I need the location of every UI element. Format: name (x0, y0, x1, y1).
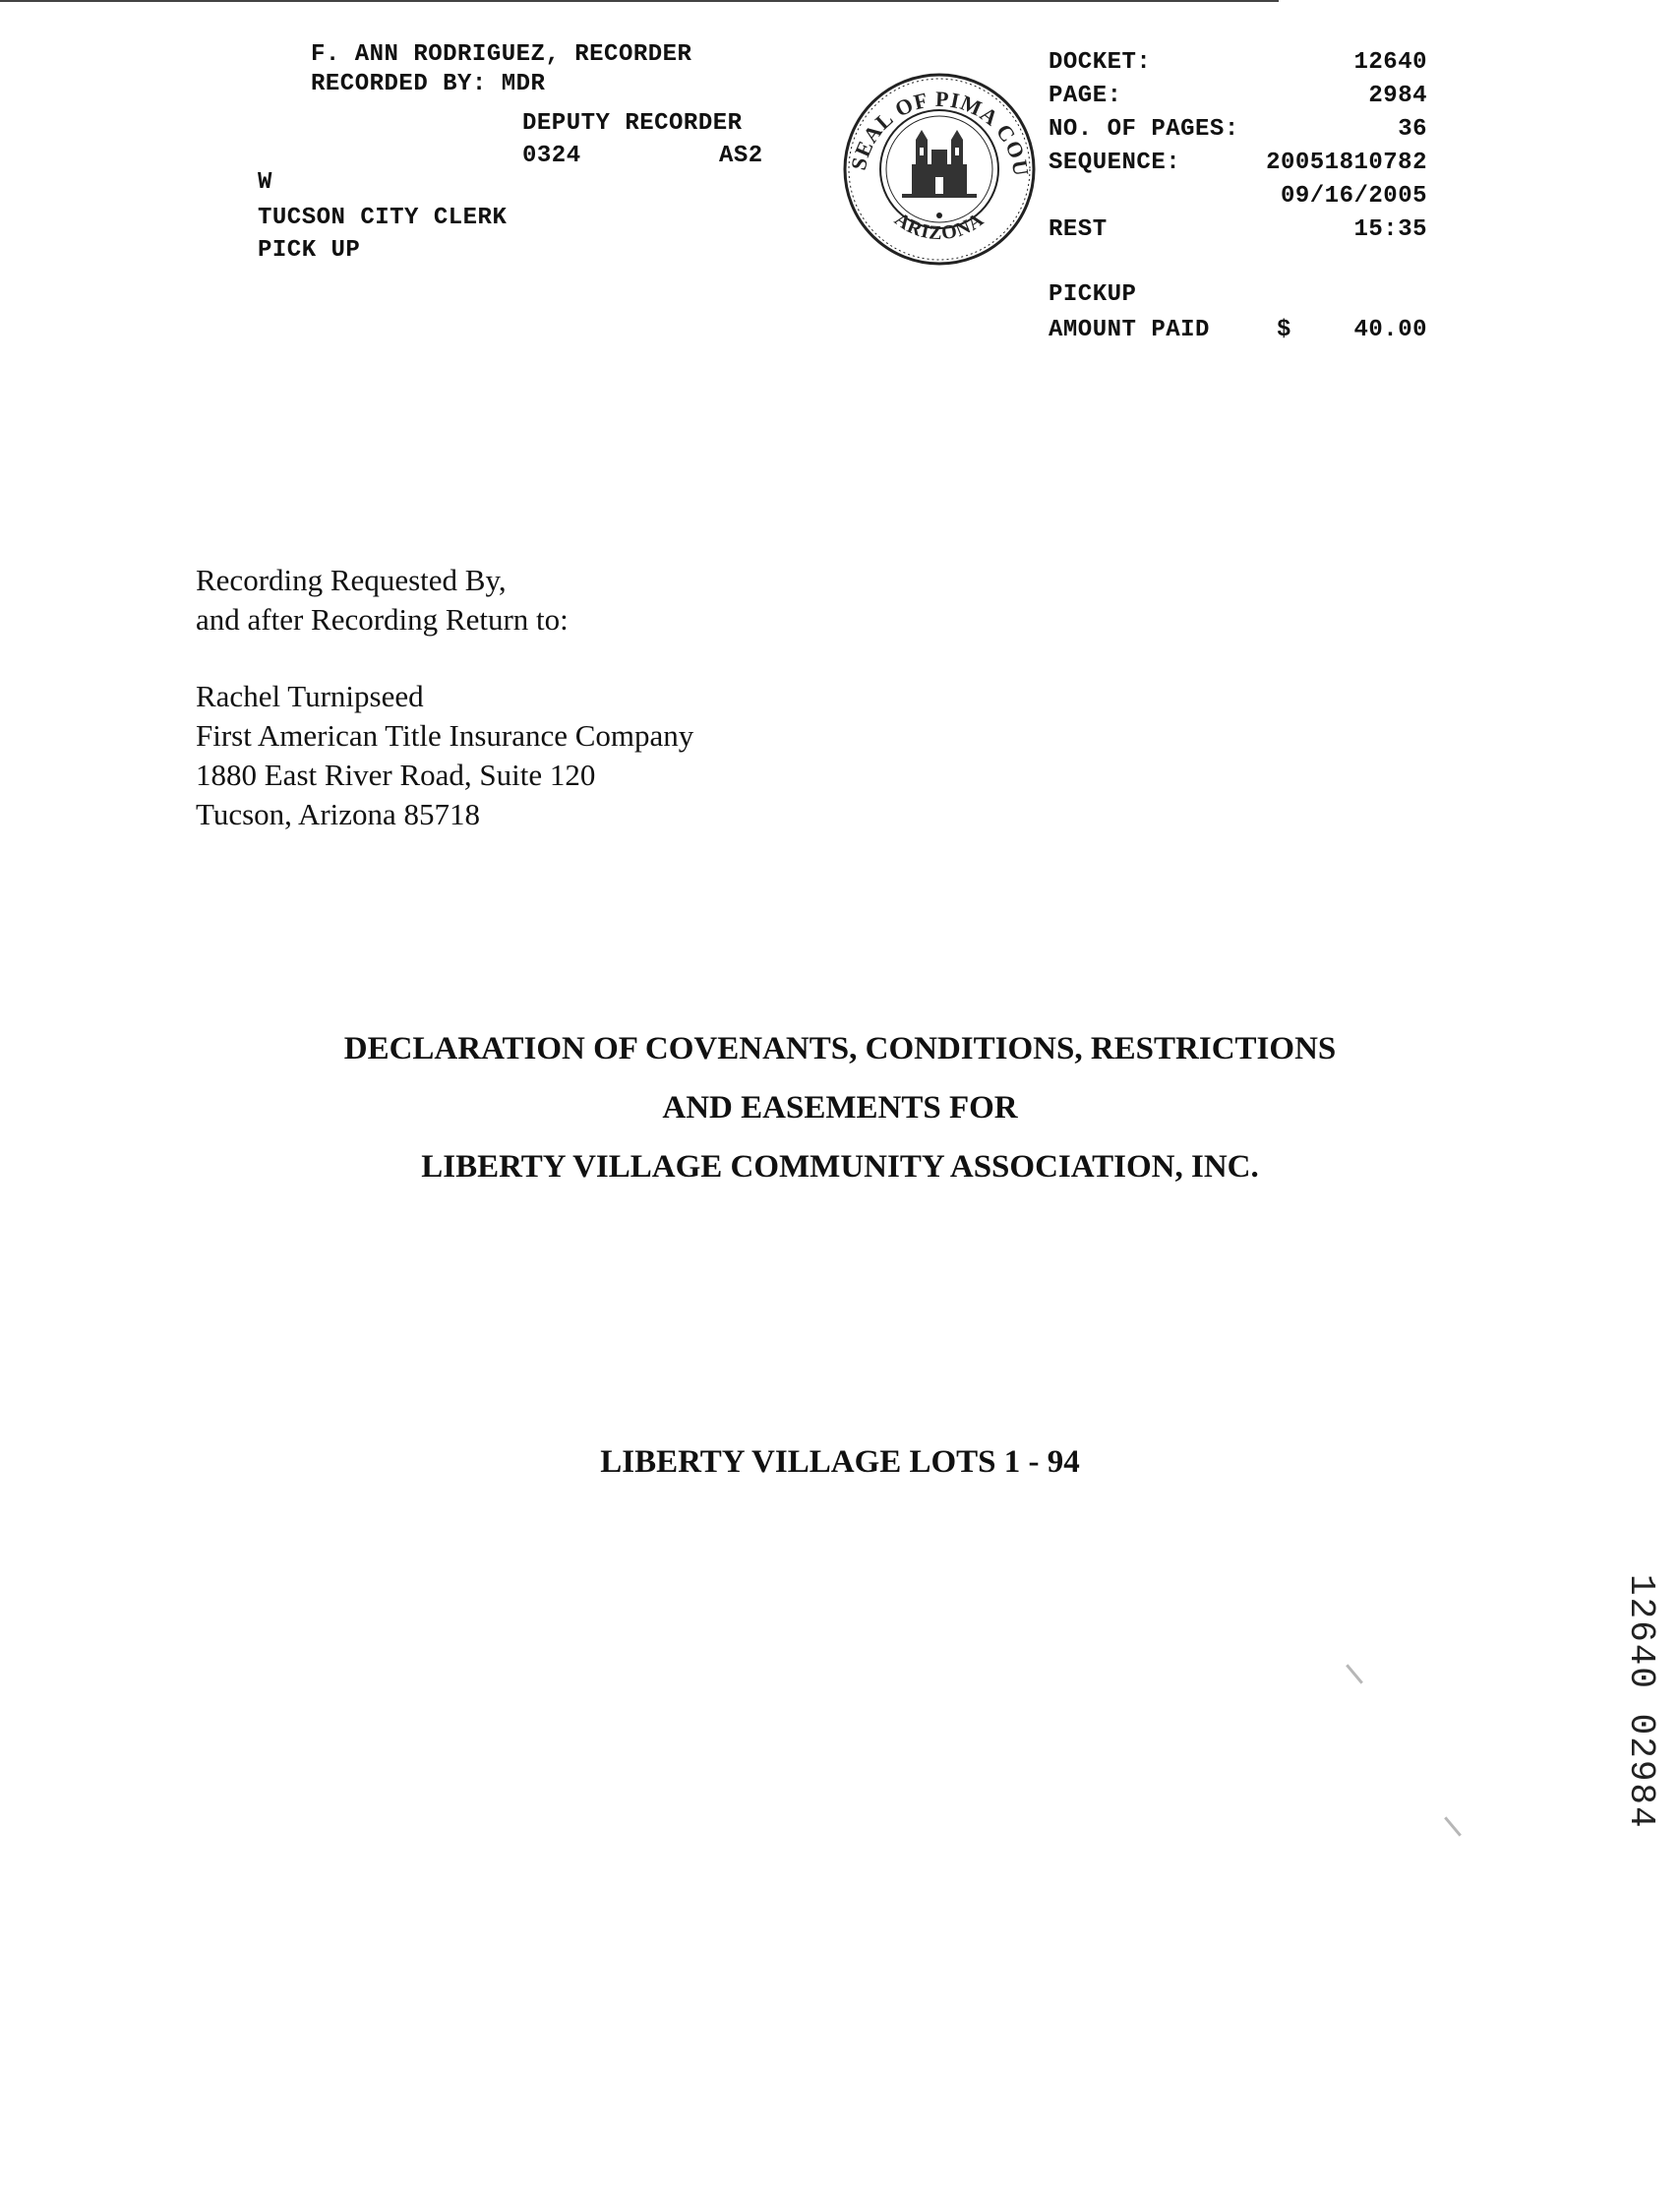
scan-top-edge (0, 0, 1279, 2)
rest-row (1049, 216, 1427, 250)
scan-speck (1346, 1664, 1363, 1683)
record-info (1049, 49, 1427, 354)
sequence-label: SEQUENCE: (1049, 150, 1181, 176)
title-line-3: LIBERTY VILLAGE COMMUNITY ASSOCIATION, INC. (421, 1149, 1259, 1185)
seal-icon (841, 71, 1038, 268)
page-row (1049, 83, 1427, 116)
sequence-value: 20051810782 (1266, 150, 1427, 176)
document-subtitle: LIBERTY VILLAGE LOTS 1 - 94 (600, 1444, 1080, 1480)
return-street: 1880 East River Road, Suite 120 (196, 758, 596, 792)
scan-speck (1444, 1816, 1462, 1836)
amount-value: 40.00 (1353, 317, 1427, 343)
return-address-block (196, 561, 693, 834)
title-line-2: AND EASEMENTS FOR (662, 1090, 1018, 1126)
delivery-method: PICK UP (258, 237, 361, 264)
deputy-recorder: DEPUTY RECORDER (522, 110, 743, 137)
docket-label: DOCKET: (1049, 49, 1152, 76)
seal-bottom-text: ARIZONA (890, 208, 989, 245)
currency-symbol: $ (1277, 317, 1291, 343)
page-label: PAGE: (1049, 83, 1122, 109)
pages-label: NO. OF PAGES: (1049, 116, 1239, 143)
pickup-label: PICKUP (1049, 281, 1137, 308)
sequence-row (1049, 150, 1427, 183)
rest-label: REST (1049, 216, 1108, 243)
stamp-w: W (258, 169, 272, 196)
return-name: Rachel Turnipseed (196, 679, 424, 713)
recipient: TUCSON CITY CLERK (258, 205, 508, 231)
return-city: Tucson, Arizona 85718 (196, 797, 481, 831)
record-date: 09/16/2005 (1280, 183, 1427, 210)
docket-value: 12640 (1353, 49, 1427, 76)
page-value: 2984 (1368, 83, 1427, 109)
record-time: 15:35 (1353, 216, 1427, 243)
recorder-code: 0324 (522, 143, 581, 169)
seal-top-text: SEAL OF PIMA COU (845, 86, 1035, 179)
county-seal (841, 71, 1038, 268)
date-row (1049, 183, 1427, 216)
requested-by-line: Recording Requested By, (196, 563, 507, 597)
pages-value: 36 (1398, 116, 1427, 143)
pages-row (1049, 116, 1427, 150)
margin-docket-number: 12640 02984 (1621, 1574, 1661, 1830)
station-code: AS2 (719, 143, 763, 169)
pickup-row (1049, 281, 1427, 315)
return-company: First American Title Insurance Company (196, 718, 694, 753)
docket-row (1049, 49, 1427, 83)
recorder-name: F. ANN RODRIGUEZ, RECORDER (311, 41, 692, 68)
amount-label: AMOUNT PAID (1049, 317, 1210, 343)
return-to-line: and after Recording Return to: (196, 602, 569, 637)
title-line-1: DECLARATION OF COVENANTS, CONDITIONS, RESTRICTIONS (343, 1031, 1337, 1067)
recorded-by: RECORDED BY: MDR (311, 71, 546, 97)
amount-row (1049, 317, 1427, 350)
